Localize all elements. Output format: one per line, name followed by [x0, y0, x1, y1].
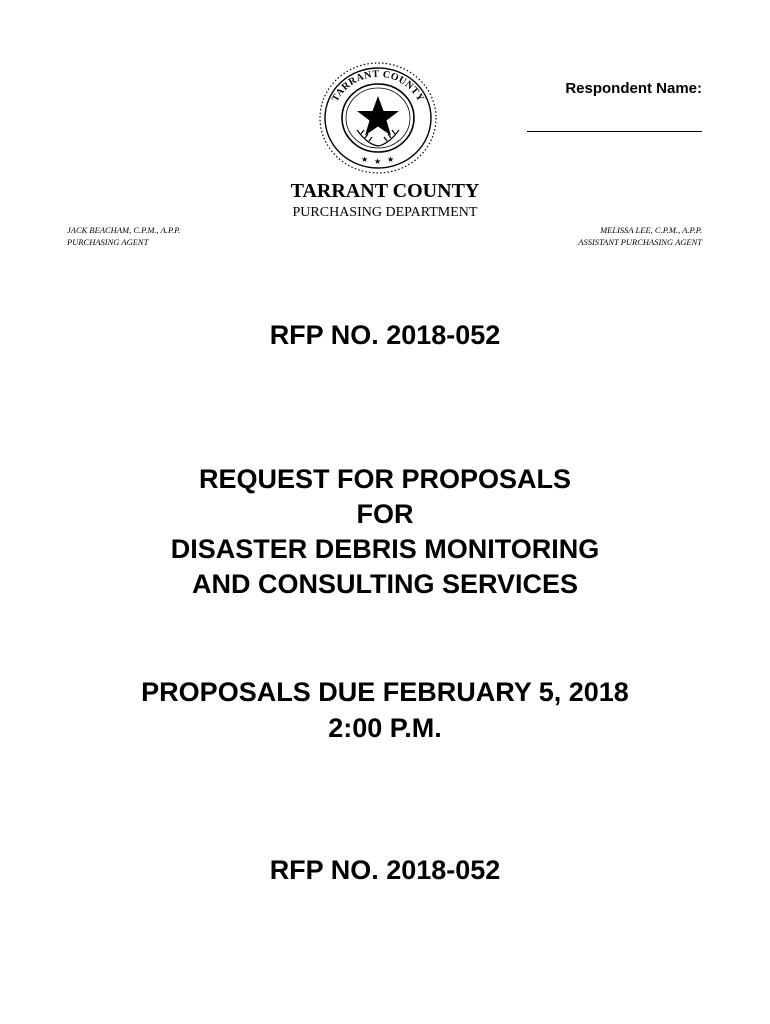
svg-text:★: ★ [387, 155, 395, 164]
request-title-line-1: REQUEST FOR PROPOSALS [198, 464, 572, 494]
svg-text:★: ★ [374, 157, 382, 166]
request-title-line-3: DISASTER DEBRIS MONITORING [170, 534, 600, 564]
department-name: PURCHASING DEPARTMENT [292, 205, 478, 220]
due-time: 2:00 P.M. [328, 713, 442, 743]
purchasing-agent-title: PURCHASING AGENT [67, 237, 149, 247]
assistant-agent-block [578, 224, 702, 248]
svg-text:★: ★ [361, 155, 369, 164]
purchasing-agent-block [67, 224, 180, 248]
seal-text: TARRANT COUNTY [329, 68, 427, 104]
request-title-line-2: FOR [356, 499, 414, 529]
purchasing-agent-name: JACK BEACHAM, C.P.M., A.P.P. [67, 225, 181, 235]
county-seal-icon [317, 60, 439, 176]
rfp-number: RFP NO. 2018-052 [269, 320, 501, 350]
assistant-agent-title: ASSISTANT PURCHASING AGENT [578, 237, 702, 247]
request-title-line-4: AND CONSULTING SERVICES [191, 569, 579, 599]
assistant-agent-name: MELISSA LEE, C.P.M., A.P.P. [600, 225, 702, 235]
rfp-number-footer: RFP NO. 2018-052 [269, 855, 501, 885]
due-date: PROPOSALS DUE FEBRUARY 5, 2018 [141, 677, 629, 707]
county-name: TARRANT COUNTY [290, 180, 480, 202]
respondent-name-label: Respondent Name: [565, 80, 702, 97]
star-icon [357, 96, 399, 136]
respondent-name-field[interactable] [527, 131, 702, 132]
